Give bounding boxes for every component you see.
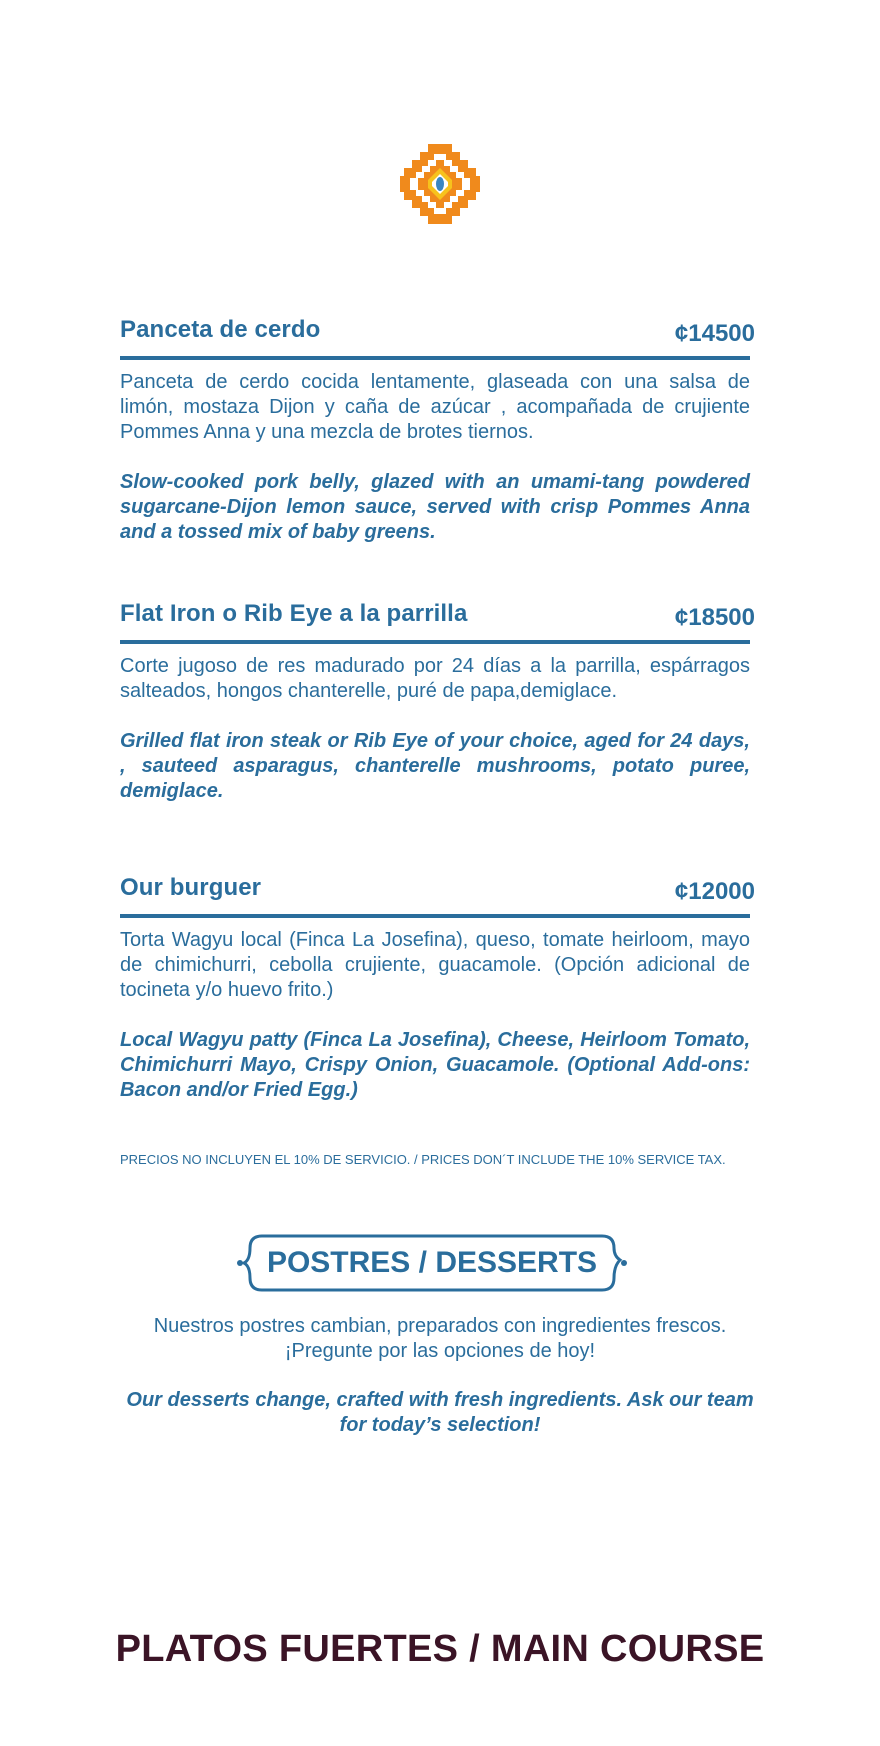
menu-item — [120, 874, 755, 1103]
menu-item-description-en: Grilled flat iron steak or Rib Eye of your choice, aged for 24 days, , sauteed asparagus, chanterelle mushrooms, potato puree, demiglace. — [120, 730, 750, 802]
menu-item-header — [120, 316, 755, 360]
menu-item-header — [120, 874, 755, 918]
desserts-title: POSTRES / DESSERTS — [266, 1246, 598, 1279]
menu-item-description-es: Torta Wagyu local (Finca La Josefina), queso, tomate heirloom, mayo de chimichurri, cebolla crujiente, guacamole. (Opción adicional de tocineta y/o huevo frito.) — [120, 929, 750, 1001]
menu-item-name: Our burguer — [120, 874, 262, 901]
menu-item-description-en: Local Wagyu patty (Finca La Josefina), Cheese, Heirloom Tomato, Chimichurri Mayo, Crispy Onion, Guacamole. (Optional Add-ons: Bacon and/or Fried Egg.) — [120, 1029, 750, 1101]
desserts-description-es: Nuestros postres cambian, preparados con ingredientes frescos. ¡Pregunte por las opciones de hoy! — [153, 1315, 727, 1362]
menu-item-description-es: Panceta de cerdo cocida lentamente, glaseada con una salsa de limón, mostaza Dijon y caña de azúcar , acompañada de crujiente Pommes Anna y una mezcla de brotes tiernos. — [120, 371, 750, 443]
desserts-title-badge — [236, 1232, 628, 1294]
service-note: PRECIOS NO INCLUYEN EL 10% DE SERVICIO. / PRICES DON´T INCLUDE THE 10% SERVICE TAX. — [120, 1152, 726, 1167]
desserts-description-en: Our desserts change, crafted with fresh ingredients. Ask our team for today’s selection! — [126, 1389, 754, 1436]
menu-item-name: Flat Iron o Rib Eye a la parrilla — [120, 600, 468, 627]
menu-item-header — [120, 600, 755, 644]
menu-item — [120, 600, 755, 804]
menu-item-description-en: Slow-cooked pork belly, glazed with an umami-tang powdered sugarcane-Dijon lemon sauce, served with crisp Pommes Anna and a tossed mix of baby greens. — [120, 471, 750, 543]
menu-item-price: ¢14500 — [674, 320, 755, 347]
menu-item-price: ¢18500 — [674, 604, 755, 631]
menu-item-price: ¢12000 — [674, 878, 755, 905]
menu-item-name: Panceta de cerdo — [120, 316, 321, 343]
menu-item — [120, 316, 755, 545]
aztec-diamond-logo-icon — [400, 144, 480, 224]
menu-item-description-es: Corte jugoso de res madurado por 24 días a la parrilla, espárragos salteados, hongos chanterelle, puré de papa,demiglace. — [120, 655, 750, 702]
section-title-main-course: PLATOS FUERTES / MAIN COURSE — [115, 1628, 765, 1670]
